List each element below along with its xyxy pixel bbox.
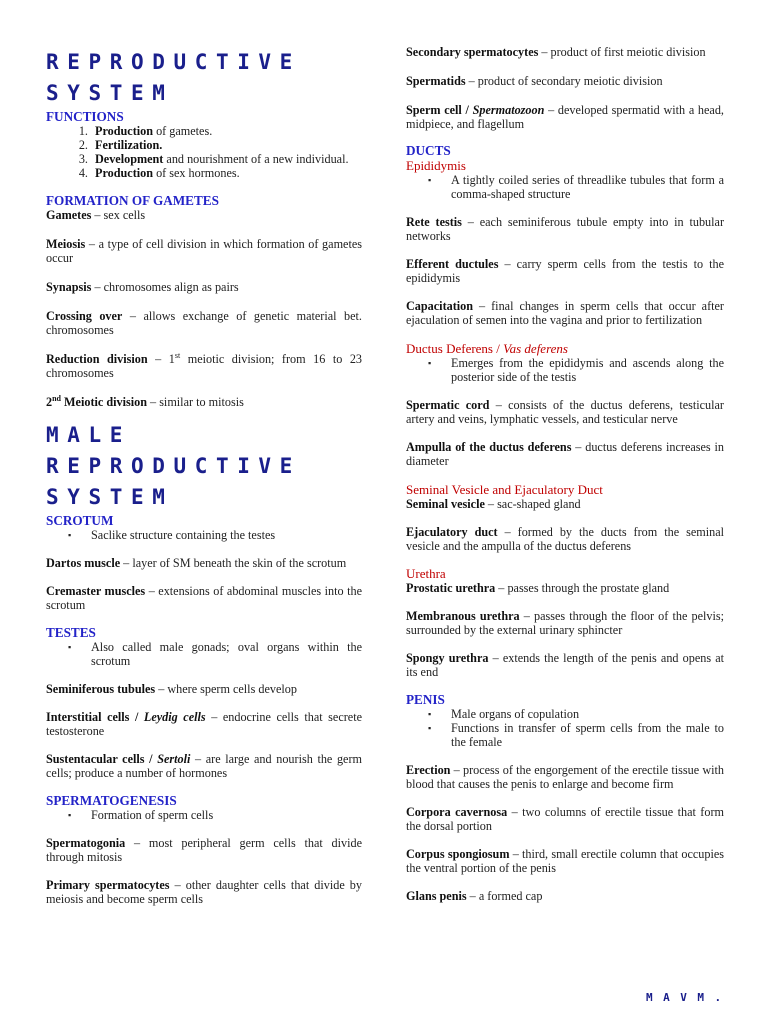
corpora-cavernosa-def: Corpora cavernosa – two columns of erectile tissue that form the dorsal portion <box>406 805 724 833</box>
formation-heading: FORMATION OF GAMETES <box>46 193 219 208</box>
list-item: ▪ Formation of sperm cells <box>46 808 362 822</box>
primary-spermatocytes-def: Primary spermatocytes – other daughter cells that divide by meiosis and become sperm cells <box>46 878 362 906</box>
interstitial-def: Interstitial cells / Leydig cells – endocrine cells that secrete testosterone <box>46 710 363 738</box>
ampulla-def: Ampulla of the ductus deferens – ductus deferens increases in diameter <box>406 440 724 468</box>
seminal-vesicle-def: Seminal vesicle – sac-shaped gland <box>406 497 581 511</box>
glans-penis-def: Glans penis – a formed cap <box>406 889 543 903</box>
synapsis-def: Synapsis – chromosomes align as pairs <box>46 280 239 294</box>
heading-male-reproductive: REPRODUCTIVE <box>46 454 301 478</box>
testes-bullets <box>46 640 362 668</box>
list-item: ▪ A tightly coiled series of threadlike tubules that form a comma-shaped structure <box>406 173 724 201</box>
spermatogonia-def: Spermatogonia – most peripheral germ cells that divide through mitosis <box>46 836 362 864</box>
function-item: 3. Development and nourishment of a new individual. <box>91 152 362 166</box>
reduction-division-def: Reduction division – 1st meiotic division; from 16 to 23 chromosomes <box>46 350 363 380</box>
crossing-over-def: Crossing over – allows exchange of genetic material bet. chromosomes <box>46 309 362 337</box>
penis-bullets <box>406 707 724 749</box>
sustentacular-def: Sustentacular cells / Sertoli – are large and nourish the germ cells; produce a number of hormones <box>46 752 363 780</box>
scrotum-heading: SCROTUM <box>46 513 114 528</box>
seminal-vesicle-heading: Seminal Vesicle and Ejaculatory Duct <box>406 482 603 497</box>
spermatic-cord-def: Spermatic cord – consists of the ductus deferens, testicular artery and veins, lymphatic vessels, and testicular nerve <box>406 398 724 426</box>
functions-heading: FUNCTIONS <box>46 109 124 124</box>
dartos-def: Dartos muscle – layer of SM beneath the skin of the scrotum <box>46 556 347 570</box>
secondary-spermatocytes-def: Secondary spermatocytes – product of first meiotic division <box>406 45 706 59</box>
ductus-deferens-heading: Ductus Deferens / Vas deferens <box>406 341 568 356</box>
ducts-heading: DUCTS <box>406 143 451 158</box>
testes-heading: TESTES <box>46 625 96 640</box>
heading-reproductive: REPRODUCTIVE <box>46 50 301 74</box>
second-meiotic-def: 2nd Meiotic division – similar to mitosis <box>46 393 244 409</box>
ejaculatory-duct-def: Ejaculatory duct – formed by the ducts from the seminal vesicle and the ampulla of the ductus deferens <box>406 525 724 553</box>
spermatids-def: Spermatids – product of secondary meiotic division <box>406 74 663 88</box>
gametes-def: Gametes – sex cells <box>46 208 146 222</box>
spongy-urethra-def: Spongy urethra – extends the length of the penis and opens at its end <box>406 651 724 679</box>
functions-list <box>46 124 362 180</box>
list-item: ▪ Saclike structure containing the testes <box>46 528 362 542</box>
right-column <box>406 0 724 903</box>
corpus-spongiosum-def: Corpus spongiosum – third, small erectile column that occupies the ventral portion of the penis <box>406 847 724 875</box>
spermatogenesis-bullets <box>46 808 362 822</box>
penis-heading: PENIS <box>406 692 445 707</box>
efferent-ductules-def: Efferent ductules – carry sperm cells from the testis to the epididymis <box>406 257 724 285</box>
function-item: 1. Production of gametes. <box>91 124 362 138</box>
spermatogenesis-heading: SPERMATOGENESIS <box>46 793 177 808</box>
sperm-cell-def: Sperm cell / Spermatozoon – developed spermatid with a head, midpiece, and flagellum <box>406 103 724 131</box>
heading-system: SYSTEM <box>46 81 174 105</box>
erection-def: Erection – process of the engorgement of the erectile tissue with blood that causes the penis to enlarge and become firm <box>406 763 724 791</box>
epididymis-bullets <box>406 173 724 201</box>
rete-testis-def: Rete testis – each seminiferous tubule empty into in tubular networks <box>406 215 724 243</box>
list-item: ▪ Male organs of copulation <box>406 707 724 721</box>
cremaster-def: Cremaster muscles – extensions of abdominal muscles into the scrotum <box>46 584 362 612</box>
footer-initials: MAVM. <box>646 991 732 1004</box>
function-item: 4. Production of sex hormones. <box>91 166 362 180</box>
meiosis-def: Meiosis – a type of cell division in which formation of gametes occur <box>46 237 362 265</box>
deferens-bullets <box>406 356 724 384</box>
prostatic-urethra-def: Prostatic urethra – passes through the prostate gland <box>406 581 670 595</box>
urethra-heading: Urethra <box>406 566 446 581</box>
scrotum-bullets <box>46 528 362 542</box>
left-column <box>46 0 362 906</box>
list-item: ▪ Also called male gonads; oval organs within the scrotum <box>46 640 362 668</box>
list-item: ▪ Functions in transfer of sperm cells from the male to the female <box>406 721 724 749</box>
capacitation-def: Capacitation – final changes in sperm cells that occur after ejaculation of semen into the vagina and prior to fertilization <box>406 299 724 327</box>
membranous-urethra-def: Membranous urethra – passes through the floor of the pelvis; surrounded by the external urinary sphincter <box>406 609 724 637</box>
list-item: ▪ Emerges from the epididymis and ascends along the posterior side of the testis <box>406 356 724 384</box>
heading-male-system: SYSTEM <box>46 485 174 509</box>
epididymis-heading: Epididymis <box>406 158 466 173</box>
seminiferous-def: Seminiferous tubules – where sperm cells develop <box>46 682 297 696</box>
function-item: 2. Fertilization. <box>91 138 362 152</box>
heading-male: MALE <box>46 423 131 447</box>
